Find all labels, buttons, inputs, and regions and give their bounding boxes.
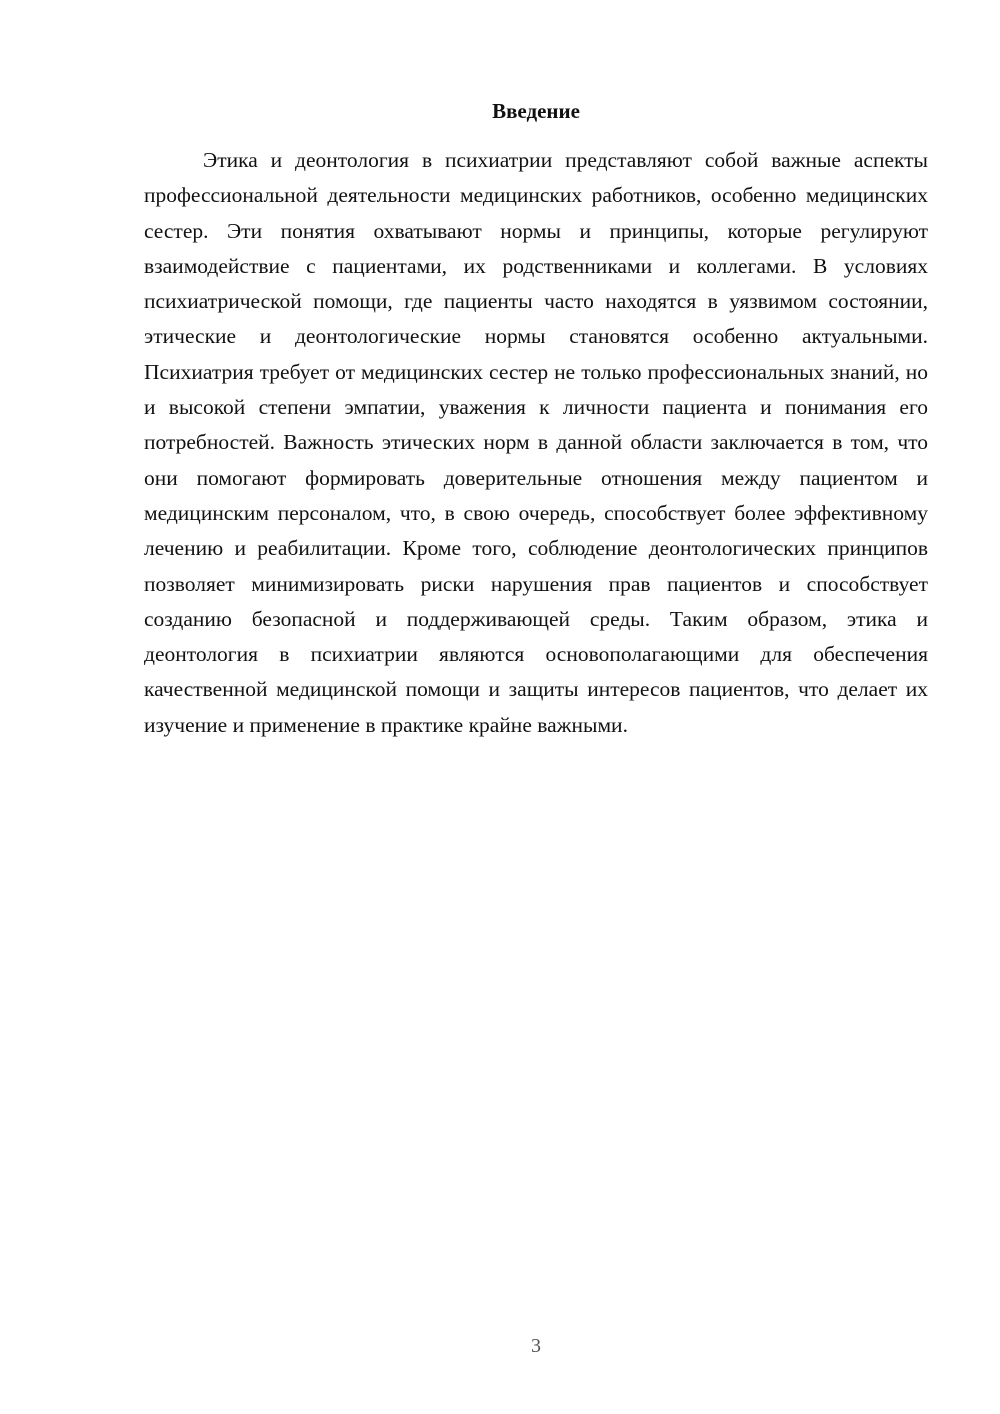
page-number: 3 <box>531 1335 541 1357</box>
section-title: Введение <box>492 99 580 123</box>
intro-paragraph: Этика и деонтология в психиатрии представляют собой важные аспекты профессиональной деятельности медицинских работников, особенно медицинских сестер. Эти понятия охватывают нормы и принципы, которые регулируют взаимодействие с пациентами, их родственниками и коллегами. В условиях психиатрической помощи, где пациенты часто находятся в уязвимом состоянии, этические и деонтологические нормы становятся особенно актуальными. Психиатрия требует от медицинских сестер не только профессиональных знаний, но и высокой степени эмпатии, уважения к личности пациента и понимания его потребностей. Важность этических норм в данной области заключается в том, что они помогают формировать доверительные отношения между пациентом и медицинским персоналом, что, в свою очередь, способствует более эффективному лечению и реабилитации. Кроме того, соблюдение деонтологических принципов позволяет минимизировать риски нарушения прав пациентов и способствует созданию безопасной и поддерживающей среды. Таким образом, этика и деонтология в психиатрии являются основополагающими для обеспечения качественной медицинской помощи и защиты интересов пациентов, что делает их изучение и применение в практике крайне важными. <box>144 148 928 737</box>
